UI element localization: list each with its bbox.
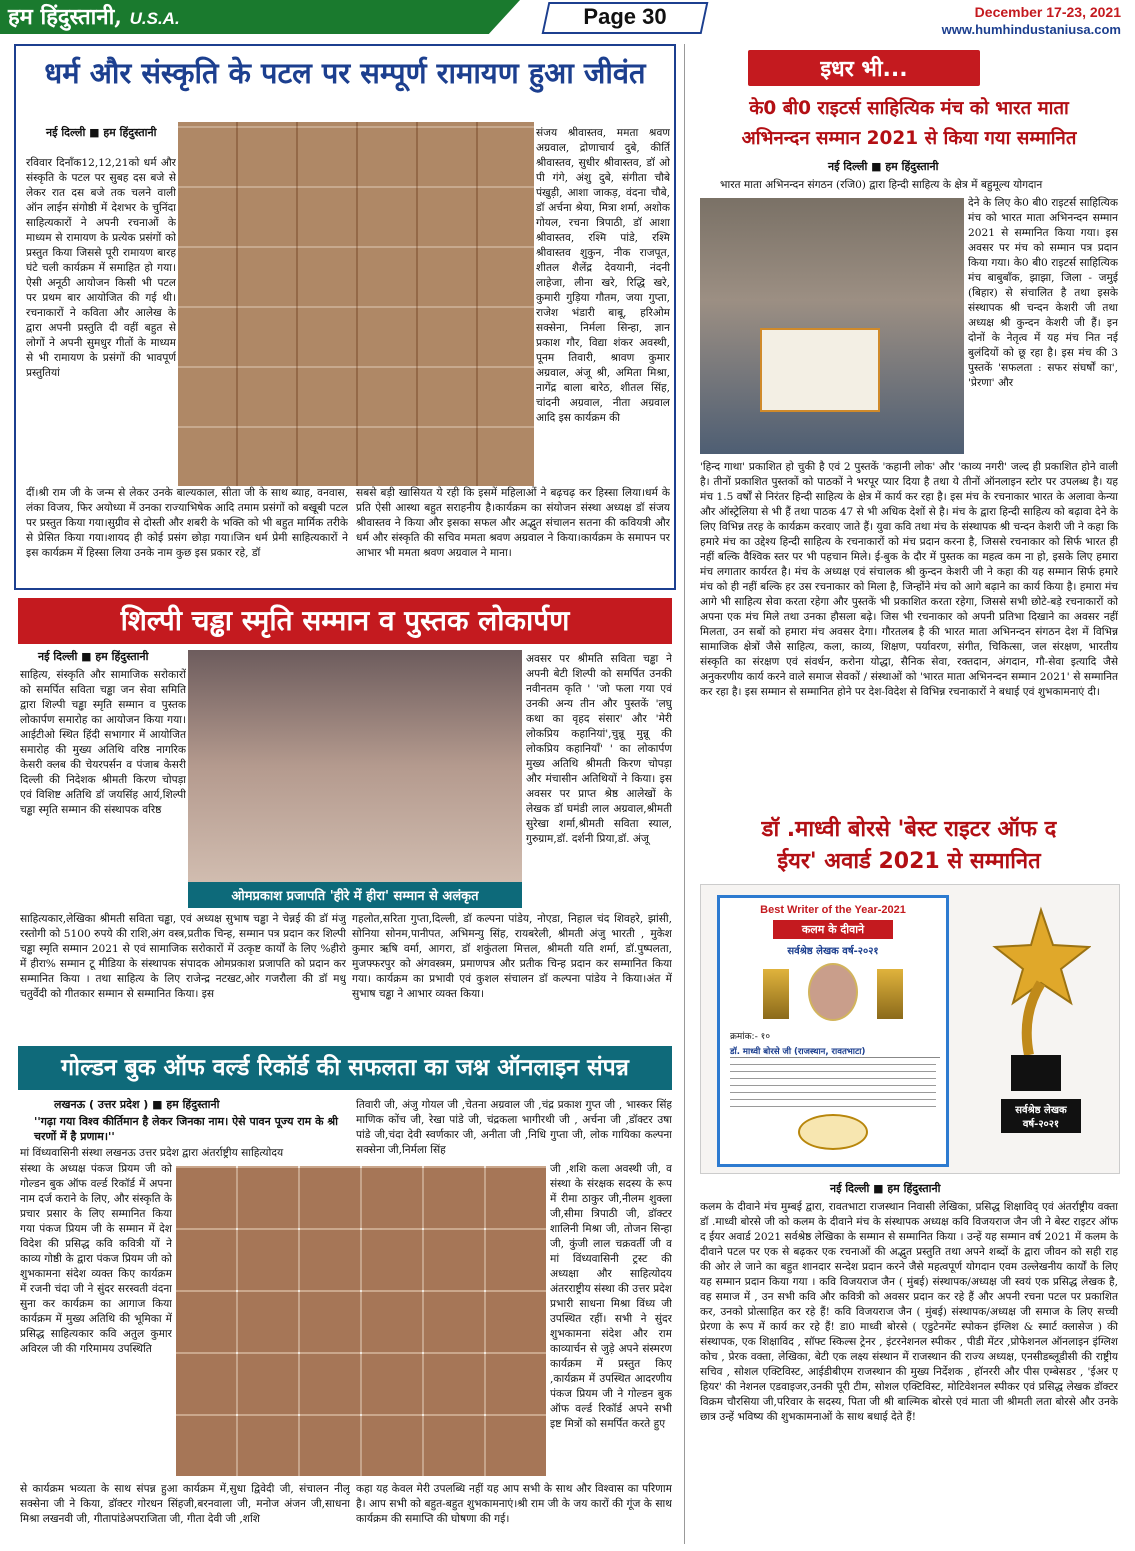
madhvi-borse-body: कलम के दीवाने मंच मुम्बई द्वारा, रावतभाटा राजस्थान निवासी लेखिका, प्रसिद्ध शिक्षाविद् एवं अंतर्राष्ट्रीय वक्ता डॉ .माध्वी बोरसे जी को कलम के दीवाने मंच के संस्थापक अध्यक्ष कवि विजयराज जैन जी ने बेस्ट राइटर ऑफ द ईयर अवार्ड 2021 सर्वश्रेष्ठ लेखिका के सम्मान से सम्मानित किया । उन्हें यह सम्मान वर्ष 2021 में कलम के दीवाने पटल पर एक से बढ़कर एक रचनाओं की अद्भुत प्रस्तुति तथा अपने शब्दों के द्वारा जीवन को सही राह की ओर ले जाने का बहुत शानदार सन्देश प्रदान करने जैसे महत्वपूर्ण योगदान एवम उल्लेखनीय कार्यों के लिए यह सम्मान प्रदान किया गया । कवि विजयराज जैन ( मुंबई) संस्थापक/अध्यक्ष जी स्वयं एक प्रसिद्ध लेखक है, वह समाज में , उन सभी कवि और कवित्री को अवसर प्रदान कर रहे हैं और अपनी रचना पटल पर प्रकाशित कर, उनको प्रोत्साहित कर रहे हैं! कवि विजयराज जैन ( मुंबई) संस्थापक/अध्यक्ष जी समाज के लिए सच्ची प्रेरणा के रूप में कार्य कर रहे हैं! डा0 माध्वी बोरसे ( एडुटेनमेंट स्पोकन इंग्लिश & स्मार्ट क्लासेज ) की संस्थापक, एक शिक्षाविद , सॉफ्ट स्किल्स ट्रेनर , इंटरनेशनल स्पीकर , पीडी मेंटर ,प्रोफेशनल ऑनलाइन इंग्लिश कोच , प्रेरक वक्ता, लेखिका, बेटी एक लक्ष्य संस्थान में राजस्थान की राज्य अध्यक्ष, एनसीडब्लूडीसी की राष्ट्रीय सचिव , सोशल एक्टिविस्ट, आईडीबीएम राजस्थान की मुख्य निर्देशक , हॉनररी और पीस एम्बेसडर , 'ईअर ए हियर' की नेशनल एडवाइजर,उनकी पूरी टीम, सोशल एक्टिविस्ट, मोटिवेशनल स्पीकर एवं प्रसिद्ध लेखक डॉक्टर विक्रम चौरसिया जी,परिवार के सदस्य, पिता जी श्री बाल्मिक बोरसे एवं माता जी श्रीमती लता बोरसे और उनके छात्र उन्हें भविष्य की शुभकामनाओं के साथ बधाई देते हैं!	[700, 1201, 1118, 1423]
shilpi-photo-caption: ओमप्रकाश प्रजापति 'हीरे में हीरा' सम्मान से अलंकृत	[188, 882, 522, 908]
ramayan-bottom-left: दीं।श्री राम जी के जन्म से लेकर उनके बाल्यकाल, सीता जी के साथ ब्याह, वनवास, लंका विजय, फिर अयोध्या में उनका राज्याभिषेक आदि तमाम प्रसंगों को बखूबी पटल पर प्रस्तुत किया गया।सुग्रीव से दोस्ती और शबरी के भक्ति को भी बहुत मार्मिक तरीके से प्रेसित किया गया।शायद ही कोई प्रसंग छोड़ा गया।जिन धर्म प्रेमी साहित्यकारों ने इस कार्यक्रम में हिस्सा लिया उनके नाम कुछ इस प्रकार रहे, डॉ	[26, 487, 348, 559]
dateline-shilpi: नई दिल्ली ■ हम हिंदुस्तानी	[38, 650, 149, 663]
certificate-card	[717, 895, 949, 1167]
kb-writers-body: 'हिन्द गाथा' प्रकाशित हो चुकी है एवं 2 पुस्तकें 'कहानी लोक' और 'काव्य नगरी' जल्द ही प्रकाशित होने वाली है। तीनों प्रकाशित पुस्तकों को पाठकों ने भरपूर प्यार दिया है तथा ये तीनों ऑनलाइन स्टोर पर उपलब्ध है। यह मंच 1.5 वर्षों से निरंतर हिन्दी साहित्य के क्षेत्र में कार्य कर रहा है। इस मंच के रचनाकार भारत के अलावा केन्या और ऑस्ट्रेलिया से भी हैं तथा पाठक 47 से भी अधिक देशों से है। मंच के द्वारा हिन्दी साहित्य को बढ़ावा देने के लिए विभिन्न तरह के कार्यक्रम करवाए जाते हैं। युवा कवि तथा मंच के संस्थापक श्री चन्दन केशरी जी ने कहा कि हमारे मंच का उद्देश्य हिन्दी साहित्य के रचनाकारों को मंच प्रदान करना है, जिससे रचनाकार को सिर्फ भारत ही नहीं बल्कि वैश्विक स्तर पर भी पहचान मिले। ई-बुक के दौर में पुस्तक का महत्व कम ना हो, इसके लिए हमारा मंच लगातार कार्यरत है। मंच के अध्यक्ष एवं संचालक श्री कुन्दन केशरी जी ने कहा की यह सम्मान सिर्फ हमारे मंच को ही नहीं बल्कि हर उस रचनाकार को मिला है, जिन्होंने मंच को आगे बढ़ाने का कार्य किया है। हमारा मंच आगे भी साहित्य सेवा करता रहेगा और पुस्तकें भी प्रकाशित करता रहेगा, जिससे सभी छोटे-बड़े रचनाकारों को अपना एक मंच मिले तथा उनका हौसला बढ़े। जिस भी रचनाकार को अपनी प्रतिभा दिखाने का अवसर नहीं मिलता, उन सबों को हमारा मंच अवसर देगा। गौरतलब है की भारत माता अभिनन्दन संगठन देश में विभिन्न सामाजिक क्षेत्रों जैसे साहित्य, कला, काव्य, शिक्षण, पर्यावरण, संगीत, चिकित्सा, जल संरक्षण, भारतीय संस्कृति का संरक्षण एवं संवर्धन, करोना योद्धा, सैनिक सेवा, रक्तदान, अंगदान, गौ-सेवा इत्यादि जैसे अनुकरणीय कार्य करने वाले समाज सेवकों / संस्थाओं को 'भारत माता अभिनन्दन सम्मान 2021' से सम्मानित कर रहा है। इस सम्मान से सम्मानित होने पर देश-विदेश से विभिन्न रचनाकारों ने बधाई एवं शुभकामनाएं दी।	[700, 461, 1118, 698]
certificate-ribbon: कलम के दीवाने	[773, 920, 893, 939]
golden-book-intro: मां विंध्यवासिनी संस्था लखनऊ उत्तर प्रदेश द्वारा अंतर्राष्ट्रीय साहित्योदय	[20, 1147, 284, 1159]
star-trophy-icon	[971, 905, 1091, 1095]
golden-book-bottom-left: से कार्यक्रम भव्यता के साथ संपन्न हुआ कार्यक्रम में,सुधा द्विवेदी जी, संचालन नीलू सक्सेना जी ने किया, डॉक्टर गोरधन सिंहजी,बरनवाला जी, मनोज अंजन जी,साधना मिश्रा लखनवी जी, गीतापांडेअपराजिता जी, गीता देवी जी ,शशि	[20, 1483, 350, 1525]
masthead	[0, 0, 1135, 40]
headline-madhvi-line2: ईयर' अवार्ड 2021 से सम्मानित	[777, 849, 1041, 874]
shilpi-bottom-right: गहलोत,सरिता गुप्ता,दिल्ली, डॉ कल्पना पांडेय, नोएडा, निहाल चंद शिवहरे, झांसी, सोनिया सोनम,पानीपत, अभिमन्यु सिंह, रायबरेली, श्रीमती अंजु भारती , मुकेश कुमार ऋषि वर्मा, आगरा, डॉ शकुंतला मित्तल, श्रीमती यति शर्मा, डॉ.पुष्पलता, मुजफ्फरपुर को अंगवस्त्रम, प्रमाणपत्र और प्रतीक चिन्ह प्रदान कर सम्मानित किया गया। कार्यक्रम का प्रभावी एवं कुशल संचालन डॉ कल्पना पांडेय ने किया।अंत में सुभाष चड्ढा ने आभार व्यक्त किया।	[352, 913, 672, 1000]
paper-name: हम हिंदुस्तानी, U.S.A.	[8, 4, 180, 30]
certificate-body-lines	[730, 1064, 936, 1108]
kb-writers-col-right: देने के लिए के0 बी0 राइटर्स साहित्यिक मंच को भारत माता अभिनन्दन सम्मान 2021 से सम्मानित किया गया। इस अवसर पर मंच को सम्मान पत्र प्रदान किया गया। के0 बी0 राइटर्स साहित्यिक मंच बाबुबाँक, झाझा, जिला - जमुई (बिहार) से संचालित है तथा इसके संस्थापक श्री चन्दन केशरी जी तथा अध्यक्ष श्री कुन्दन केशरी जी हैं। इन दोनों के नेतृत्व में यह मंच नित नई बुलंदियों को छू रहा है। इस मंच की 3 पुस्तकें 'सफलता : सफर संघर्षों का', 'प्रेरणा' और	[968, 197, 1118, 389]
certificate-title: Best Writer of the Year-2021	[760, 904, 906, 916]
award-image	[700, 884, 1120, 1174]
headline-kb-writers	[694, 94, 1124, 154]
trophy-label: सर्वश्रेष्ठ लेखक वर्ष-२०२१	[1001, 1099, 1081, 1133]
golden-book-bottom-right: कहा यह केवल मेरी उपलब्धि नहीं यह आप सभी के साथ और विश्वास का परिणाम है। आप सभी को बहुत-बहुत शुभकामनाएं।श्री राम जी के जय कारों की गूंज के साथ कार्यक्रम की समाप्ति की घोषणा की गई।	[356, 1483, 672, 1525]
golden-book-col1: संस्था के अध्यक्ष पंकज प्रियम जी को गोल्डन बुक ऑफ वर्ल्ड रिकॉर्ड में अपना नाम दर्ज कराने के लिए, और संस्कृति के प्रचार प्रसार के लिए सम्मानित किया गया पंकज प्रियम जी के सम्मान में देश विदेश की प्रसिद्ध कवि कवित्री यों ने काव्य गोष्ठी के द्वारा पंकज प्रियम जी को शुभकामना संदेश व्यक्त किए कार्यक्रम में रजनी चंदा जी ने सुंदर सरस्वती वंदना सुना कर कार्यक्रम का आगाज किया कार्यक्रम में मुख्य अतिथि की भूमिका में प्रसिद्ध साहित्यकार कवि अतुल कुमार अविरल जी की गरिमामय उपस्थिति	[20, 1163, 172, 1355]
page-label: Page 30	[583, 4, 667, 29]
golden-book-col-right: जी ,शशि कला अवस्थी जी, व संस्था के संरक्षक सदस्य के रूप में रीमा ठाकुर जी,नीलम शुक्ला जी,सीमा त्रिपाठी जी, डॉक्टर शालिनी मिश्रा जी, तोजन सिन्हा जी, कुंजी लाल चक्रवर्ती जी व मां विंध्यवासिनी ट्रस्ट की अध्यक्षा और साहित्योदय अंतरराष्ट्रीय संस्था की उत्तर प्रदेश प्रभारी साधना मिश्रा विंध्य जी उपस्थित रहीं। सभी ने सुंदर शुभकामना संदेश और राम काव्यार्चन से जुड़े अपने संस्मरण कार्यक्रम में प्रस्तुत किए ,कार्यक्रम में उपस्थित आदरणीय पंकज प्रियम जी ने गोल्डन बुक ऑफ वर्ल्ड रिकॉर्ड अपने सभी इष्ट मित्रों को समर्पित करते हुए	[550, 1163, 672, 1430]
golden-book-quote: ''गढ़ा गया विश्व कीर्तिमान है लेकर जिनका नाम। ऐसे पावन पूज्य राम के श्री चरणों में है प्रणाम।''	[34, 1115, 339, 1143]
ramayan-bottom-right: सबसे बड़ी खासियत ये रही कि इसमें महिलाओं ने बढ़चढ़ कर हिस्सा लिया।धर्म के प्रति ऐसी आस्था बहुत सराहनीय है।कार्यक्रम का संयोजन संस्था अध्यक्ष डॉ संजय श्रीवास्तव ने किया और इसका सफल और अद्भुत संचालन सतना की कवियत्री और धर्म और संस्कृति की सचिव ममता श्रवण अग्रवाल ने किया।कार्यक्रम के समापन पर आभार भी ममता श्रवण अग्रवाल ने माना।	[356, 487, 670, 559]
article-golden-book	[14, 1040, 676, 1546]
kb-writers-award-photo	[700, 198, 964, 454]
headline-madhvi-borse	[694, 814, 1124, 878]
headline-shilpi: शिल्पी चड्ढा स्मृति सम्मान व पुस्तक लोकार्पण	[18, 598, 672, 644]
dateline-madhvi-borse: नई दिल्ली ■ हम हिंदुस्तानी	[830, 1182, 941, 1195]
sidebar-banner-text: इधर भी...	[820, 57, 908, 82]
dateline-ramayan: नई दिल्ली ■ हम हिंदुस्तानी	[46, 126, 157, 139]
ramayan-col1: रविवार दिनाँक12,12,21को धर्म और संस्कृति के पटल पर सुबह दस बजे से लेकर रात दस बजे तक चलने वाली ऑन लाईन संगोष्ठी में देशभर के चुनिंदा साहित्यकारों ने अपनी रचनाओं के माध्यम से रामायण के प्रत्येक प्रसंगों को प्रस्तुत किया जिससे पूरी रामायण बारह घंटे चली कार्यक्रम में समाहित हो गया।ऐसी अनूठी आयोजन किसी भी पटल पर प्रथम बार आयोजित की गई थी।रचनाकारों ने कविता और आलेख के द्वारा अपनी प्रस्तुति दी वहीं बहुत से लोगों ने अपनी सुमधुर गीतों के माध्यम से भी रामायण के प्रसंगों की भावपूर्ण प्रस्तुतियां	[26, 157, 176, 379]
shilpi-col1: साहित्य, संस्कृति और सामाजिक सरोकारों को समर्पित सविता चड्ढा जन सेवा समिति द्वारा शिल्पी चड्ढा स्मृति सम्मान व पुस्तक लोकार्पण समारोह का आयोजन किया गया। आईटीओ स्थित हिंदी सभागार में आयोजित समारोह की मुख्य अतिथि वरिष्ठ नागरिक केसरी क्लब की चेयरपर्सन व पंजाब केसरी दिल्ली की निदेशक श्रीमती किरण चोपड़ा एवं विशिष्ट अतिथि डॉ जयसिंह आर्य,शिल्पी चड्ढा स्मृति सम्मान की संस्थापक वरिष्ठ	[20, 669, 186, 816]
certificate-subtitle: सर्वश्रेष्ठ लेखक वर्ष-२०२१	[787, 946, 879, 957]
golden-book-top-right: तिवारी जी, अंजु गोयल जी ,चेतना अग्रवाल जी ,चंद्र प्रकाश गुप्त जी , भास्कर सिंह माणिक कोंच जी, रेखा पांडे जी, चंद्रकला भागीरथी जी , अर्चना जी ,डॉक्टर उषा पांडे जी,चंदा देवी स्वर्णकार जी, अनीता जी ,निधि गुप्ता जी, लोक गायिका कल्पना सक्सेना जी,निर्मला सिंह	[356, 1099, 672, 1156]
issue-date: December 17-23, 2021	[974, 4, 1121, 20]
dateline-kb-writers: नई दिल्ली ■ हम हिंदुस्तानी	[828, 160, 939, 173]
article-shilpi	[14, 594, 676, 1034]
shilpi-event-photo	[188, 650, 522, 908]
article-ramayan	[14, 44, 676, 590]
ramayan-collage-photo	[178, 122, 534, 486]
headline-ramayan: धर्म और संस्कृति के पटल पर सम्पूर्ण रामायण हुआ जीवंत	[44, 56, 646, 90]
dateline-golden-book: लखनऊ ( उत्तर प्रदेश ) ■ हम हिंदुस्तानी	[54, 1098, 220, 1111]
certificate-seal	[798, 1114, 868, 1150]
headline-madhvi-line1: डॉ .माध्वी बोरसे 'बेस्ट राइटर ऑफ द	[761, 817, 1057, 842]
website-link[interactable]: www.humhindustaniusa.com	[941, 22, 1121, 37]
certificate-number: क्रमांक:- १०	[730, 1032, 771, 1042]
golden-book-collage-photo	[176, 1166, 546, 1476]
shilpi-col-right: अवसर पर श्रीमति सविता चड्ढा ने अपनी बेटी शिल्पी को समर्पित उनकी नवीनतम कृति ' 'जो फला गया एवं उनकी अन्य तीन और पुस्तकें 'लघु कथा का वृहद संसार' और 'मेरी लोकप्रिय कहानियां',चुन्नू मुन्नू की लोकप्रिय कहानियाँ' ' का लोकार्पण मुख्य अतिथि श्रीमती किरण चोपड़ा और मंचासीन अतिथियों ने किया। इस अवसर पर प्राप्त श्रेष्ठ आलेखों के लेखक डॉ घमंडी लाल अग्रवाल,श्रीमती सुरेखा शर्मा,श्रीमती सविता स्याल, गुरुग्राम,डॉ. दर्शनी प्रिया,डॉ. अंजू	[526, 653, 672, 845]
headline-kb-writers-line2: अभिनन्दन सम्मान 2021 से किया गया सम्मानित	[741, 128, 1077, 149]
award-certificate	[760, 328, 880, 412]
certificate-trophy-icons	[753, 963, 913, 1023]
ramayan-col-right: संजय श्रीवास्तव, ममता श्रवण अग्रवाल, द्रोणाचार्य दुबे, कीर्ति श्रीवास्तव, सुधीर श्रीवास्तव, डॉ ओ पी गंगे, अंशु दुबे, संगीता चौबे पंखुड़ी, आशा जाकड़, वंदना चौबे, डॉ अर्चना श्रेया, मित्रा शर्मा, अशोक गोयल, रचना त्रिपाठी, डॉ आशा श्रीवास्तव, रश्मि पांडे, रश्मि श्रीवास्तव शुकुन, नीक राजपूत, शीतल शैलेंद्र देवयानी, नंदनी लाहेजा, लीना खरे, रिद्धि खरे, कुमारी गुड़िया गौतम, जया गुप्ता, राजेश भंडारी बाबू, हरिओम सक्सेना, निर्मला सिन्हा, ज्ञान प्रकाश गौर, विद्या शंकर अवस्थी, पूनम तिवारी, श्रावण कुमार अग्रवाल, अंजू श्री, अमिता मिश्रा, नागेंद्र बाला बारेठ, शीतल सिंह, चांदनी अग्रवाल, नीता अग्रवाल आदि इस कार्यक्रम की	[536, 127, 670, 424]
kb-writers-intro: भारत माता अभिनन्दन संगठन (रजि0) द्वारा हिन्दी साहित्य के क्षेत्र में बहुमूल्य योगदान	[720, 179, 1043, 191]
certificate-recipient: डॉ. माध्वी बोरसे जी (राजस्थान, रावतभाटा)	[730, 1046, 940, 1058]
column-divider	[684, 44, 685, 1544]
sidebar-banner	[748, 50, 980, 86]
headline-golden-book: गोल्डन बुक ऑफ वर्ल्ड रिकॉर्ड की सफलता का जश्न ऑनलाइन संपन्न	[18, 1046, 672, 1090]
headline-kb-writers-line1: के0 बी0 राइटर्स साहित्यिक मंच को भारत माता	[749, 98, 1069, 119]
shilpi-bottom-left: साहित्यकार,लेखिका श्रीमती सविता चड्ढा, एवं अध्यक्ष सुभाष चड्ढा ने चेन्नई की डॉ मंजु रस्तोगी को 5100 रुपये की राशि,अंग वस्त्र,प्रतीक चिन्ह, सम्मान पत्र प्रदान कर शिल्पी चड्ढा स्मृति सम्मान 2021 से एवं सामाजिक सरोकारों में उत्कृष्ट कार्यों के लिए %हीरो में हीरा% सम्मान टू मीडिया के संस्थापक संपादक ओमप्रकाश प्रजापति को प्रदान कर सम्मानित किया । तथा साहित्य के लिए राजेन्द्र नटखट,ओर गजरौला की डॉ मधु चतुर्वेदी को गीतकार सम्मान से सम्मानित किया। इस	[20, 913, 346, 1000]
